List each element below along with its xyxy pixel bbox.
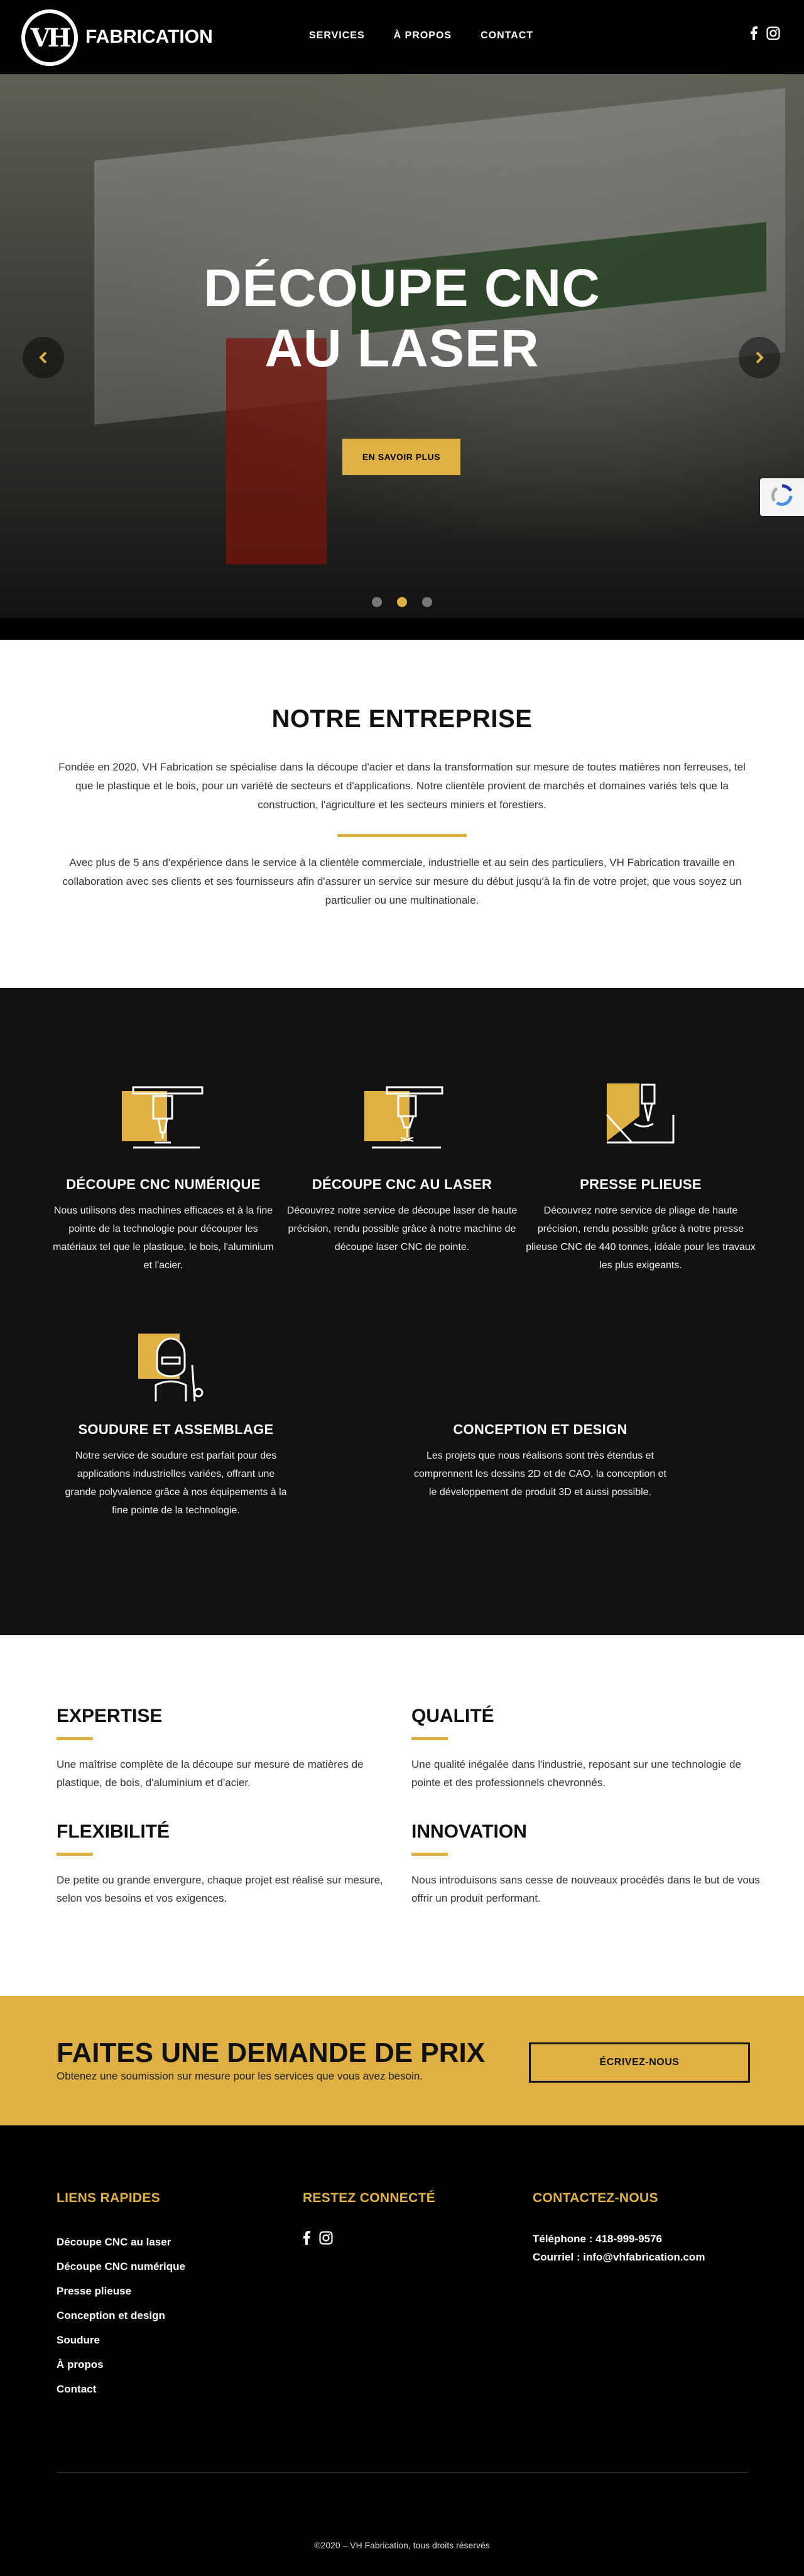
about-paragraph-2: Avec plus de 5 ans d'expérience dans le service à la clientèle commerciale, industrielle et au sein des particuliers, VH Fabrication travaille en collaboration avec ses clients et ses fournisseurs afin d'assurer un service sur mesure du début jusqu'à la fin de votre projet, que vous soyez un particulier ou une multinationale. <box>62 857 742 906</box>
footer-link[interactable]: Découpe CNC numérique <box>57 2261 185 2272</box>
about-divider <box>337 834 467 837</box>
values-section <box>0 1635 804 1996</box>
hero-title-line2: AU LASER <box>264 319 540 378</box>
value-title: FLEXIBILITÉ <box>57 1821 170 1842</box>
instagram-icon[interactable] <box>319 2231 333 2245</box>
slider-dot-3[interactable] <box>422 597 432 607</box>
service-text: Nous utilisons des machines efficaces et à la fine pointe de la technologie pour découper les matériaux tel que le plastique, le bois, l'aluminium et l'acier. <box>53 1205 274 1271</box>
about-title: NOTRE ENTREPRISE <box>271 705 533 733</box>
logo-text[interactable]: FABRICATION <box>85 26 213 47</box>
facebook-icon[interactable] <box>303 2231 310 2245</box>
site-footer <box>0 2125 804 2576</box>
hero-title <box>0 258 804 378</box>
footer-contact-title: CONTACTEZ-NOUS <box>533 2191 658 2205</box>
quote-cta-section <box>0 1996 804 2125</box>
slider-dot-1[interactable] <box>372 597 382 607</box>
press-brake-icon <box>598 1082 683 1158</box>
footer-link[interactable]: Contact <box>57 2383 97 2395</box>
hero-title-line1: DÉCOUPE CNC <box>204 258 600 317</box>
logo-mark[interactable] <box>21 9 78 66</box>
recaptcha-badge[interactable] <box>760 478 804 516</box>
hero-prev-arrow[interactable] <box>23 337 64 378</box>
contact-us-button[interactable]: ÉCRIVEZ-NOUS <box>529 2042 750 2083</box>
value-title: INNOVATION <box>411 1821 527 1842</box>
nav-item-a-propos[interactable]: À PROPOS <box>393 30 452 41</box>
footer-social-title: RESTEZ CONNECTÉ <box>303 2191 436 2205</box>
footer-link[interactable]: Découpe CNC au laser <box>57 2236 171 2248</box>
footer-divider <box>57 2472 747 2473</box>
footer-link[interactable]: Presse plieuse <box>57 2285 132 2297</box>
laser-cutter-icon <box>359 1082 445 1158</box>
hero-slider <box>0 74 804 618</box>
footer-link[interactable]: Conception et design <box>57 2310 165 2321</box>
footer-link[interactable]: À propos <box>57 2359 104 2370</box>
quote-title: FAITES UNE DEMANDE DE PRIX <box>57 2037 486 2068</box>
value-underline <box>57 1737 93 1740</box>
copyright-text: ©2020 – VH Fabrication, tous droits réservés <box>314 2540 490 2550</box>
recaptcha-icon <box>769 483 795 508</box>
service-card-soudure[interactable] <box>57 1327 295 1520</box>
footer-links-title: LIENS RAPIDES <box>57 2191 160 2205</box>
value-underline <box>411 1737 448 1740</box>
value-qualite <box>411 1706 763 1792</box>
slider-dots <box>372 597 432 607</box>
service-title: DÉCOUPE CNC NUMÉRIQUE <box>66 1176 261 1192</box>
slider-dot-2[interactable] <box>397 597 407 607</box>
welder-icon <box>133 1327 219 1403</box>
value-text: Une maîtrise complète de la découpe sur mesure de matières de plastique, de bois, d'aluminium et d'acier. <box>57 1758 364 1789</box>
footer-social <box>303 2191 435 2245</box>
facebook-icon[interactable] <box>750 26 758 40</box>
site-header <box>0 0 804 74</box>
service-title: SOUDURE ET ASSEMBLAGE <box>78 1422 274 1437</box>
service-title: DÉCOUPE CNC AU LASER <box>312 1176 492 1192</box>
footer-links-list <box>57 2230 185 2401</box>
service-card-cnc-numerique[interactable] <box>44 1082 283 1274</box>
value-title: EXPERTISE <box>57 1706 163 1726</box>
value-underline <box>411 1853 448 1856</box>
logo-monogram: VH <box>30 23 69 53</box>
service-card-conception[interactable] <box>408 1327 672 1501</box>
chevron-right-icon <box>754 351 764 364</box>
hero-learn-more-button[interactable]: EN SAVOIR PLUS <box>342 439 460 475</box>
nav-item-contact[interactable]: CONTACT <box>481 30 534 41</box>
value-text: Une qualité inégalée dans l'industrie, reposant sur une technologie de pointe et des professionnels chevronnés. <box>411 1758 741 1789</box>
footer-phone[interactable]: Téléphone : 418-999-9576 <box>533 2233 662 2245</box>
value-text: Nous introduisons sans cesse de nouveaux procédés dans le but de vous offrir un produit performant. <box>411 1874 760 1904</box>
service-title: PRESSE PLIEUSE <box>580 1176 702 1192</box>
instagram-icon[interactable] <box>766 26 780 40</box>
service-card-cnc-laser[interactable] <box>283 1082 521 1256</box>
value-expertise <box>57 1706 408 1792</box>
service-card-presse-plieuse[interactable] <box>521 1082 760 1274</box>
service-text: Notre service de soudure est parfait pour des applications industrielles variées, offrant une grande polyvalence grâce à nos équipements à la fine pointe de la technologie. <box>65 1450 287 1516</box>
footer-quick-links <box>57 2191 185 2401</box>
footer-link[interactable]: Soudure <box>57 2334 100 2346</box>
about-section <box>0 640 804 988</box>
value-flexibilite <box>57 1821 408 1907</box>
value-innovation <box>411 1821 763 1907</box>
service-title: CONCEPTION ET DESIGN <box>453 1422 627 1437</box>
value-text: De petite ou grande envergure, chaque projet est réalisé sur mesure, selon vos besoins et vos exigences. <box>57 1874 383 1904</box>
chevron-left-icon <box>38 351 48 364</box>
cnc-router-icon <box>121 1082 206 1158</box>
footer-email[interactable]: Courriel : info@vhfabrication.com <box>533 2251 705 2263</box>
service-text: Les projets que nous réalisons sont très étendus et comprennent les dessins 2D et de CAO, la conception et le développement de produit 3D et aussi possible. <box>414 1450 666 1498</box>
about-paragraph-1: Fondée en 2020, VH Fabrication se spécialise dans la découpe d'acier et dans la transformation sur mesure de toutes matières non ferreuses, tel que le plastique et le bois, pour un variété de secteurs et d'applications. Notre clientèle provient de marchés et domaines variés tels que la construction, l'agriculture et les secteurs miniers et forestiers. <box>58 761 746 811</box>
quote-subtitle: Obtenez une soumission sur mesure pour les services que vous avez besoin. <box>57 2070 423 2082</box>
main-nav <box>309 30 533 41</box>
header-social <box>750 26 780 40</box>
nav-item-services[interactable]: SERVICES <box>309 30 365 41</box>
value-title: QUALITÉ <box>411 1706 494 1726</box>
service-text: Découvrez notre service de découpe laser de haute précision, rendu possible grâce à notre machine de découpe laser CNC de pointe. <box>286 1205 518 1252</box>
footer-contact <box>533 2191 705 2266</box>
service-text: Découvrez notre service de pliage de haute précision, rendu possible grâce à notre presse plieuse CNC de 440 tonnes, idéale pour les travaux les plus exigeants. <box>526 1205 756 1271</box>
value-underline <box>57 1853 93 1856</box>
services-section <box>0 988 804 1635</box>
hero-next-arrow[interactable] <box>739 337 780 378</box>
